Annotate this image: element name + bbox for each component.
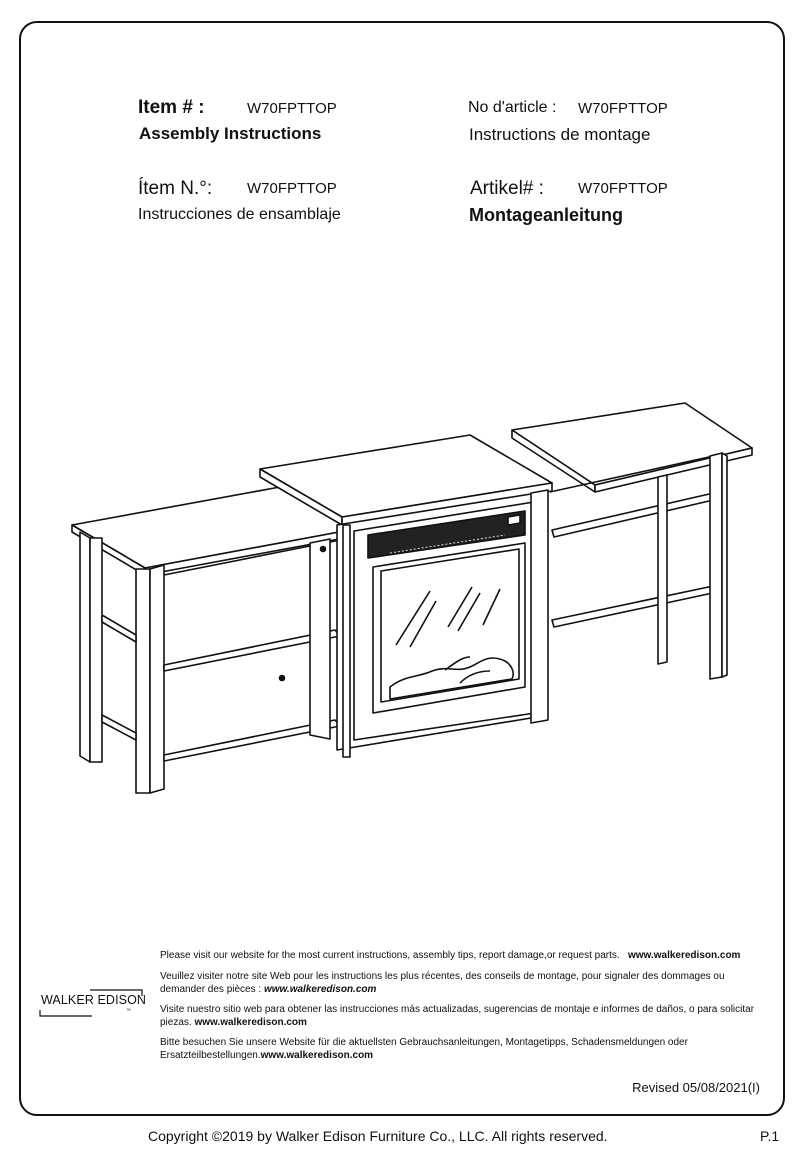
artikel-label: Artikel# : (470, 178, 544, 199)
website-note-de (160, 1037, 765, 1062)
item-number-label: Item # : (138, 97, 205, 118)
instructions-fr-title: Instructions de montage (469, 125, 651, 144)
page-number: P.1 (760, 1128, 780, 1144)
artikel-code: W70FPTTOP (578, 180, 668, 197)
item-es-label: Ítem N.°: (138, 178, 213, 199)
note-fr-text: Veuillez visiter notre site Web pour les instructions les plus récentes, des conseils de montage, pour signaler des dommages ou demander des pièces : (160, 971, 725, 995)
website-link-en[interactable]: www.walkeredison.com (628, 950, 741, 961)
website-link-fr[interactable]: www.walkeredison.com (263, 983, 377, 995)
item-number-code: W70FPTTOP (247, 100, 337, 117)
fireplace-unit (260, 435, 552, 757)
note-en-text: Please visit our website for the most current instructions, assembly tips, report damage,or request parts. (160, 950, 620, 961)
tv-stand-fireplace-illustration (60, 395, 760, 805)
note-es-text: Visite nuestro sitio web para obtener las instrucciones más actualizadas, sugerencias de montaje e informes de daños, o para solicitar piezas. (160, 1004, 755, 1028)
logo-text: WALKER EDISON (41, 993, 147, 1007)
no-article-label: No d'article : (468, 99, 557, 116)
walker-edison-logo (38, 988, 148, 1028)
website-note-es (160, 1004, 765, 1029)
note-de-text: Bitte besuchen Sie unsere Website für die aktuellsten Gebrauchsanleitungen, Montagetipps, Schadensmeldungen oder Ersatzteilbestellungen. (160, 1037, 688, 1061)
logo-trademark: ™ (126, 1008, 131, 1014)
revised-date: Revised 05/08/2021(I) (632, 1080, 760, 1095)
website-link-de[interactable]: www.walkeredison.com (260, 1049, 374, 1061)
no-article-code: W70FPTTOP (578, 100, 668, 117)
instructions-de-title: Montageanleitung (469, 205, 623, 225)
website-note-fr (160, 971, 765, 996)
assembly-instructions-title: Assembly Instructions (139, 124, 322, 143)
item-es-code: W70FPTTOP (247, 180, 337, 197)
instructions-es-title: Instrucciones de ensamblaje (138, 206, 341, 223)
copyright-notice: Copyright ©2019 by Walker Edison Furniture Co., LLC. All rights reserved. (148, 1128, 608, 1144)
website-link-es[interactable]: www.walkeredison.com (194, 1016, 307, 1028)
website-note-en (160, 950, 765, 963)
left-cabinet (72, 487, 350, 793)
